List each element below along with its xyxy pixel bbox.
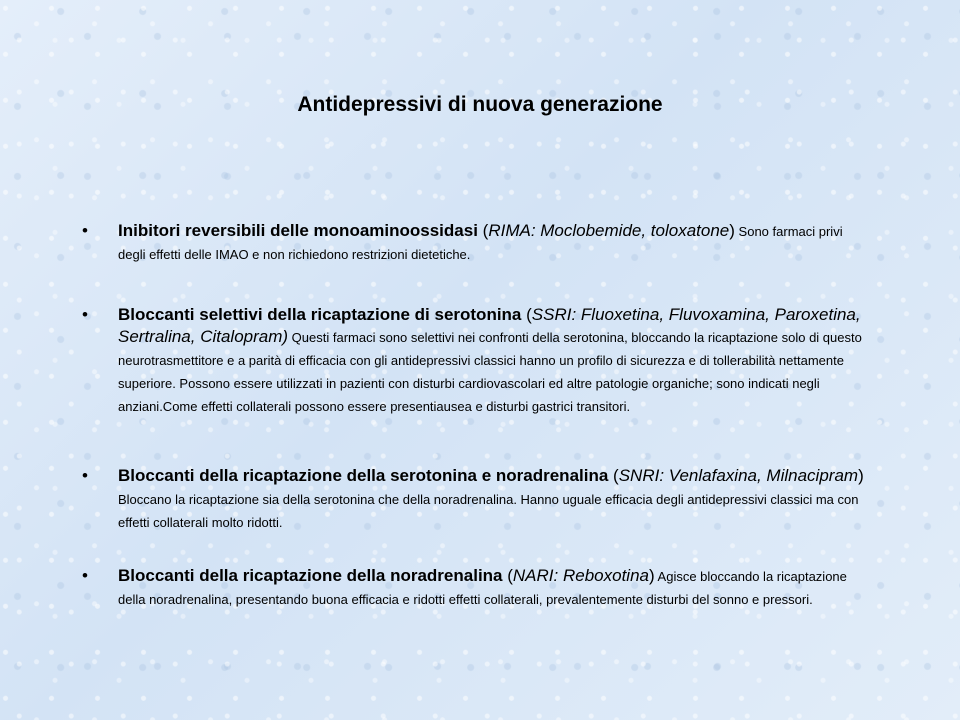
paren-open: (: [477, 221, 489, 240]
bullet-text: [118, 565, 872, 611]
bullet-heading: Bloccanti selettivi della ricaptazione di serotonina: [118, 305, 522, 324]
bullet-text: [118, 220, 872, 266]
drug-list: SSRI: Fluoxetina, Fluvoxamina, Paroxetina, Sertralina, Citalopram): [118, 305, 861, 346]
paren-open: (: [608, 466, 619, 485]
bullet-description: Questi farmaci sono selettivi nei confronti della serotonina, bloccando la ricaptazione solo di questo neurotrasmettitore e a parità di efficacia con gli antidepressivi classici hanno un profilo di sicurezza e di tollerabilità nettamente superiore. Possono essere utilizzati in pazienti con disturbi cardiovascolari ed altre patologie organiche; sono indicati negli anziani.Come effetti collaterali possono essere presentiausea e disturbi gastrici transitori.: [118, 330, 862, 414]
bullet-dot-icon: •: [82, 221, 88, 240]
paren-open: (: [521, 305, 532, 324]
bullet-heading: Bloccanti della ricaptazione della serotonina e noradrenalina: [118, 466, 609, 485]
bullet-item-snri: [82, 465, 872, 534]
bullet-text: [118, 465, 872, 534]
bullet-item-nari: [82, 565, 872, 611]
drug-list: RIMA: Moclobemide, toloxatone: [488, 221, 730, 240]
paren-close: ): [648, 566, 655, 585]
bullet-heading: Bloccanti della ricaptazione della noradrenalina: [118, 566, 503, 585]
drug-list: NARI: Reboxotina: [512, 566, 649, 585]
paren-open: (: [502, 566, 513, 585]
bullet-dot-icon: •: [82, 566, 88, 585]
bullet-description: Sono farmaci privi degli effetti delle IMAO e non richiedono restrizioni dietetiche.: [118, 224, 843, 262]
paren-close: ): [729, 221, 735, 240]
bullet-dot-icon: •: [82, 305, 88, 324]
bullet-heading: Inibitori reversibili delle monoaminoossidasi: [118, 221, 478, 240]
bullet-text: [118, 304, 872, 418]
bullet-item-rima: [82, 220, 872, 266]
bullet-dot-icon: •: [82, 466, 88, 485]
paren-close: ): [858, 466, 864, 485]
drug-list: SNRI: Venlafaxina, Milnacipram: [618, 466, 859, 485]
bullet-description: Agisce bloccando la ricaptazione della noradrenalina, presentando buona efficacia e ridotti effetti collaterali, prevalentemente disturbi del sonno e pressori.: [118, 569, 847, 607]
bullet-description: Bloccano la ricaptazione sia della serotonina che della noradrenalina. Hanno uguale efficacia degli antidepressivi classici ma con effetti collaterali molto ridotti.: [118, 492, 859, 530]
bullet-item-ssri: [82, 304, 872, 418]
slide-title: Antidepressivi di nuova generazione: [297, 93, 663, 116]
